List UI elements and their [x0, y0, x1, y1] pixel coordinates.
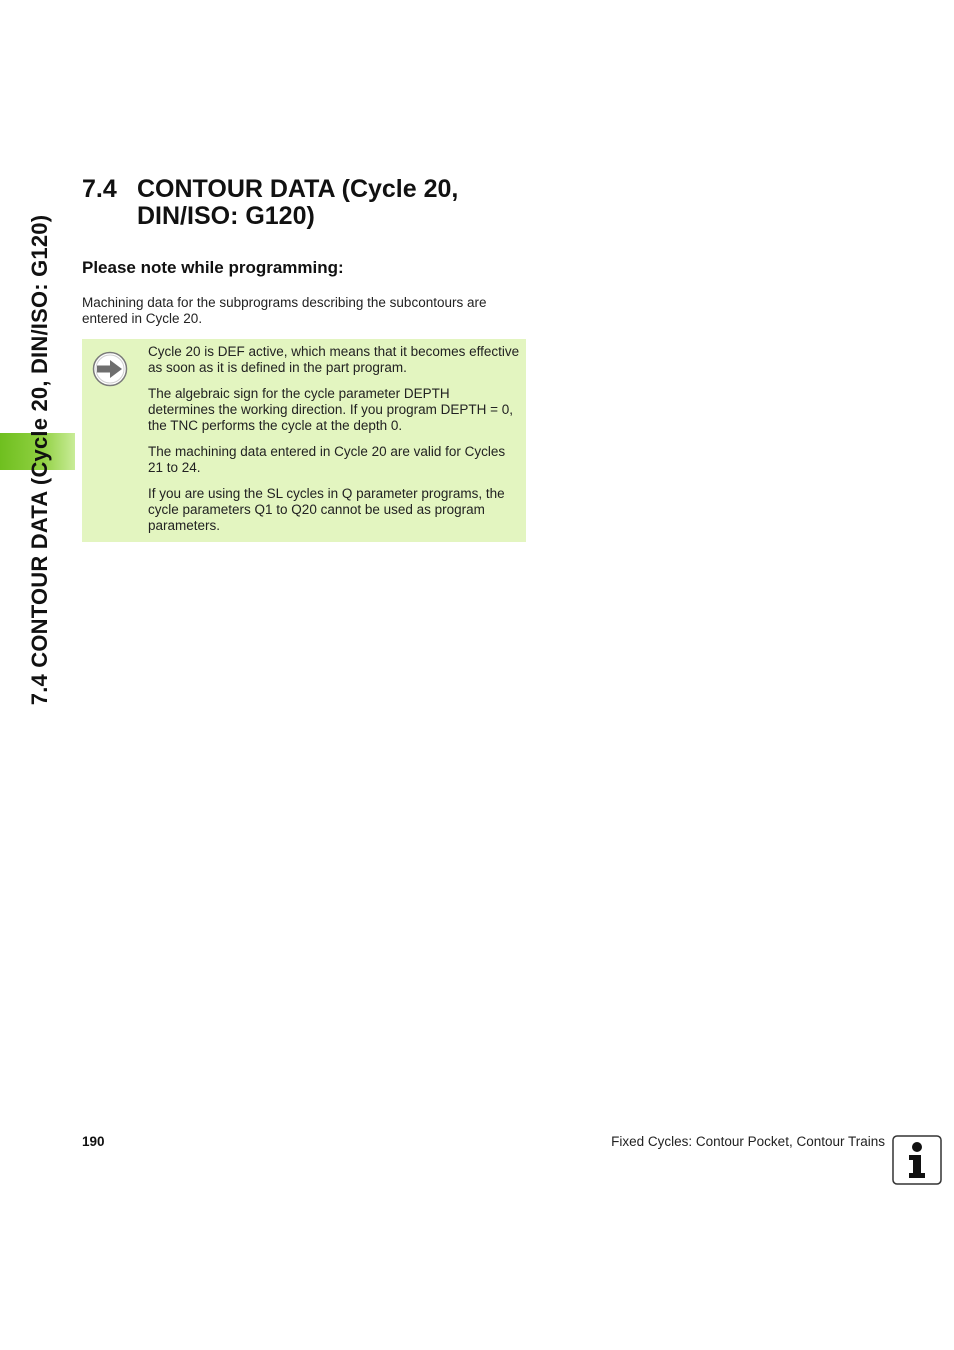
- section-title: CONTOUR DATA (Cycle 20, DIN/ISO: G120): [137, 175, 459, 230]
- note-paragraph: The algebraic sign for the cycle parameter DEPTH determines the working direction. If you program DEPTH = 0, the TNC performs the cycle at the depth 0.: [148, 386, 514, 433]
- note-box: [82, 339, 526, 542]
- intro-paragraph: Machining data for the subprograms describing the subcontours are entered in Cycle 20.: [82, 295, 487, 326]
- note-paragraph: If you are using the SL cycles in Q parameter programs, the cycle parameters Q1 to Q20 cannot be used as program parameters.: [148, 486, 505, 533]
- subsection-heading: Please note while programming:: [82, 258, 344, 277]
- page-number: 190: [82, 1134, 105, 1149]
- note-paragraph: The machining data entered in Cycle 20 are valid for Cycles 21 to 24.: [148, 444, 506, 475]
- section-number: 7.4: [82, 175, 117, 203]
- note-paragraph: Cycle 20 is DEF active, which means that it becomes effective as soon as it is defined in the part program.: [148, 344, 520, 375]
- info-icon: [892, 1135, 942, 1185]
- side-chapter-title-text: 7.4 CONTOUR DATA (Cycle 20, DIN/ISO: G120): [27, 214, 52, 706]
- note-text: [148, 344, 520, 544]
- arrow-right-icon: [92, 351, 128, 387]
- footer-title: Fixed Cycles: Contour Pocket, Contour Trains: [611, 1134, 885, 1149]
